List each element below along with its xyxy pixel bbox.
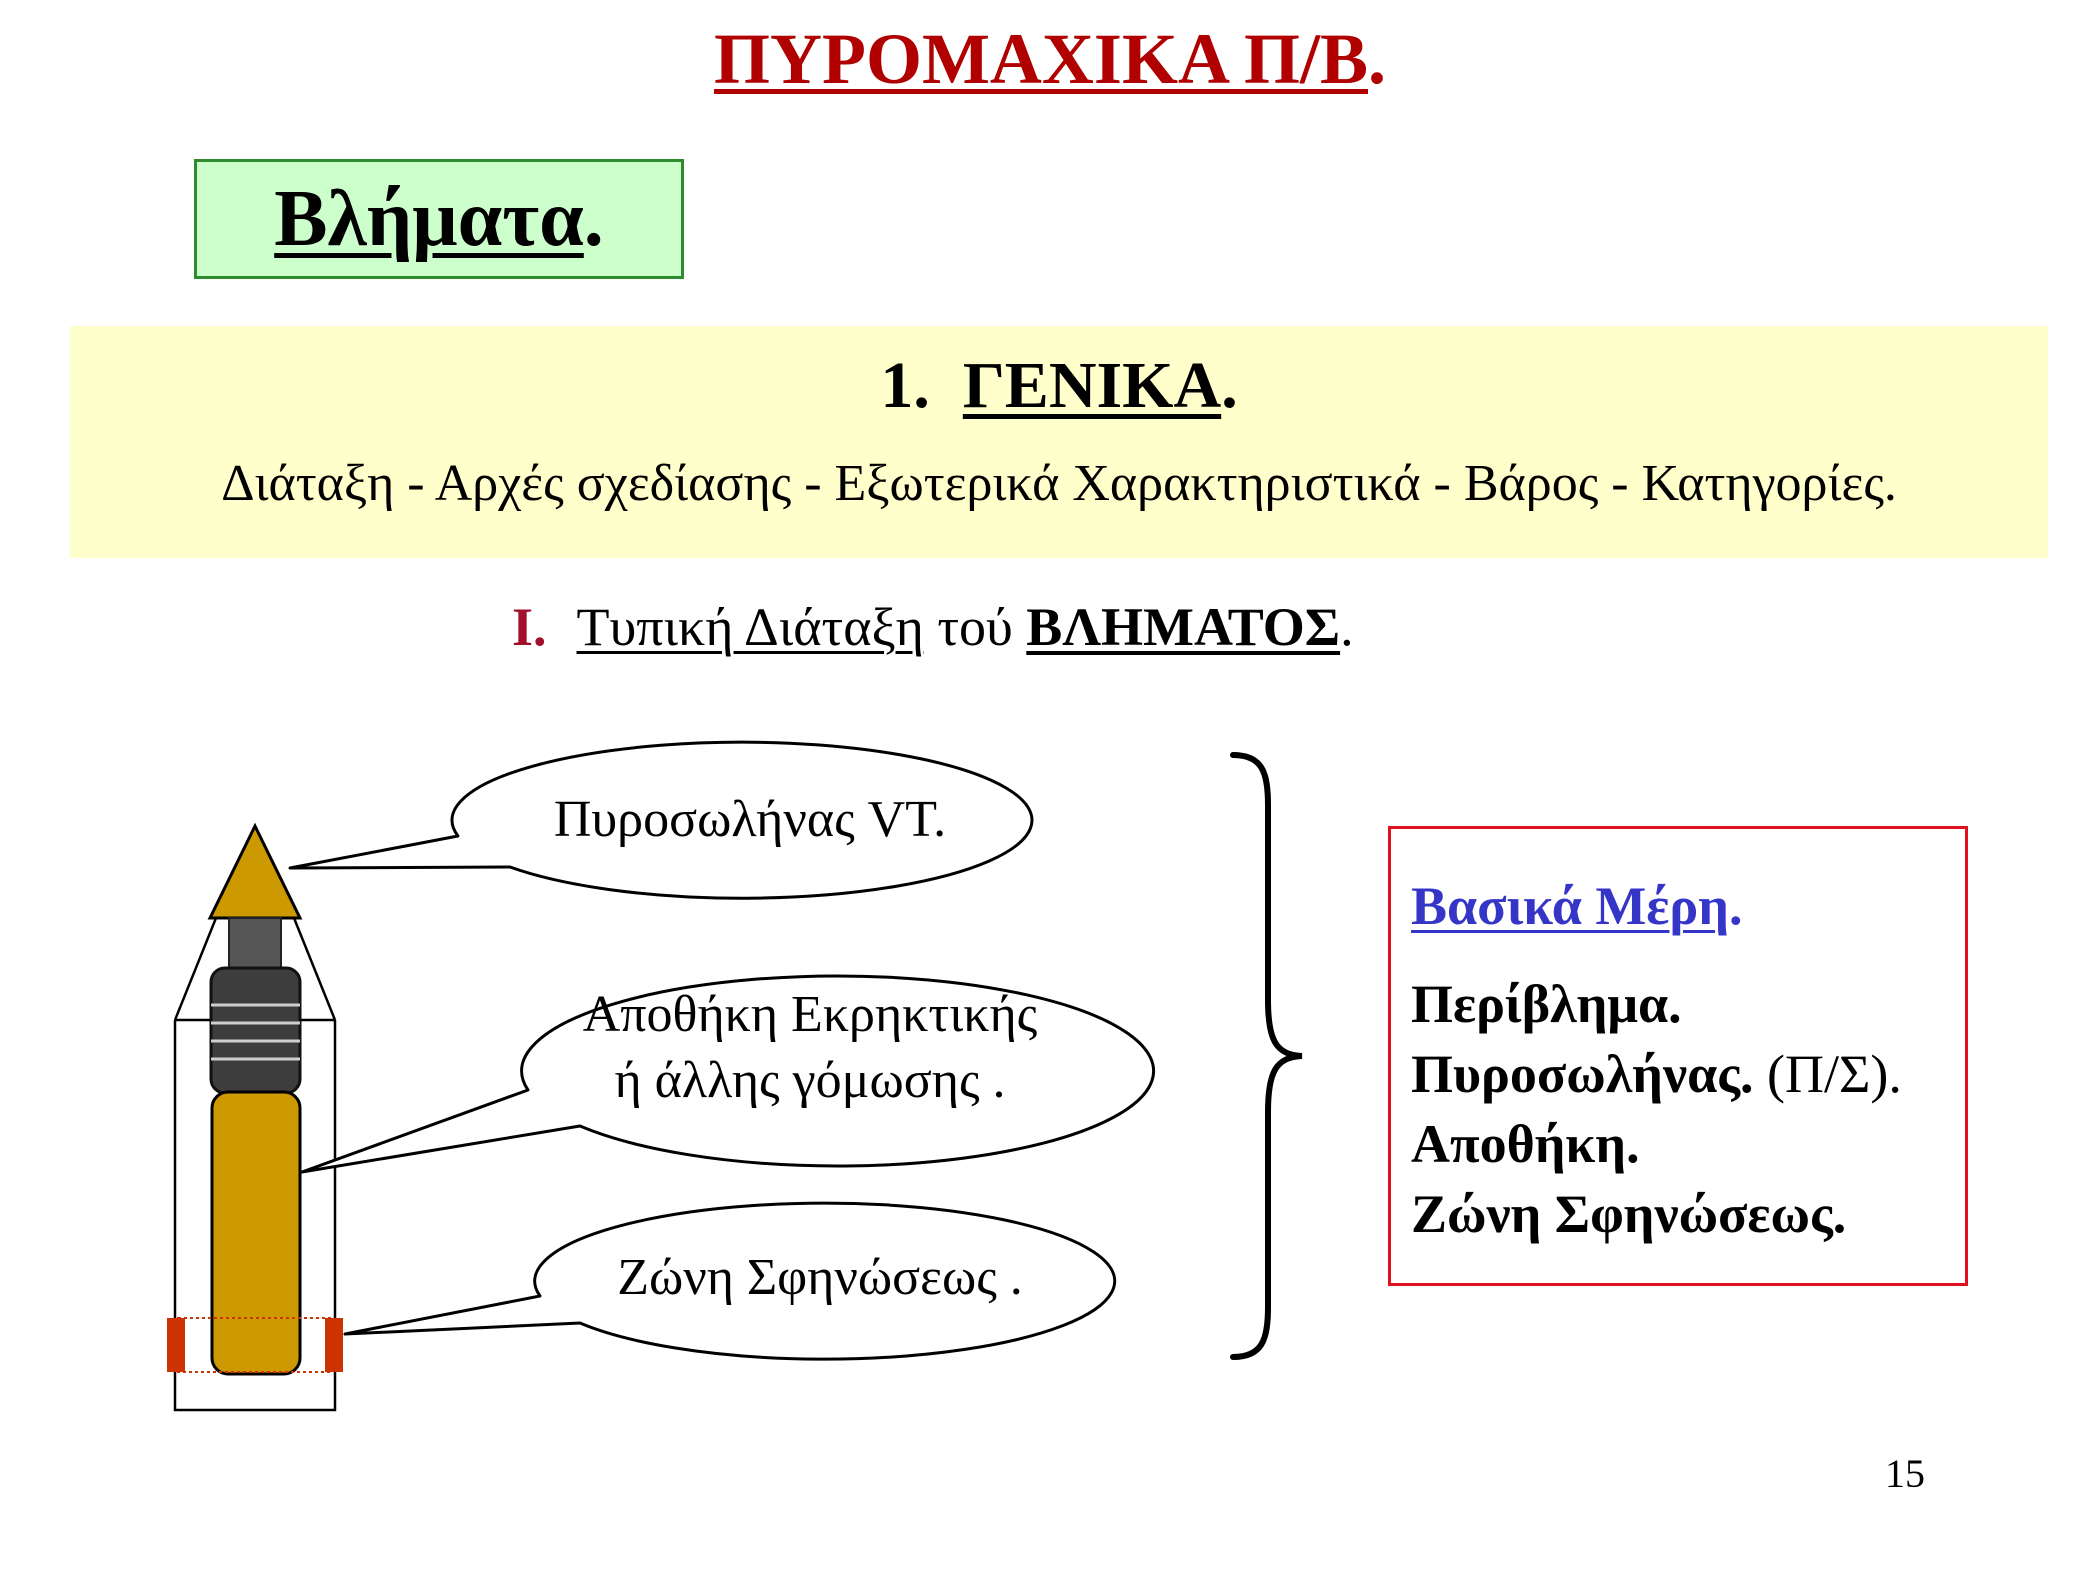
list-item: Ζώνη Σφηνώσεως. — [1411, 1184, 1847, 1244]
rotating-band-left — [167, 1318, 185, 1372]
page-number: 15 — [1885, 1451, 1925, 1496]
fuze-cone — [210, 826, 300, 918]
list-item: Αποθήκη. — [1411, 1114, 1640, 1174]
list-item: Περίβλημα. — [1411, 974, 1682, 1034]
page-title: ΠΥΡΟΜΑΧΙΚΑ Π/Β. — [713, 19, 1386, 99]
list-item: Πυροσωλήνας. (Π/Σ). — [1411, 1044, 1902, 1104]
basic-parts-title: Βασικά Μέρη. — [1411, 876, 1743, 936]
section-label-box: Βλήματα . — [194, 159, 684, 279]
callout-band-label: Ζώνη Σφηνώσεως . — [617, 1249, 1023, 1306]
subheading: Ι. Τυπική Διάταξη τού ΒΛΗΜΑΤΟΣ. — [512, 597, 1354, 657]
rotating-band-right — [325, 1318, 343, 1372]
general-heading: 1. ΓΕΝΙΚΑ. — [880, 349, 1238, 422]
basic-parts-box — [1388, 826, 1968, 1286]
section-label: Βλήματα — [274, 174, 584, 263]
fuze-body — [211, 968, 300, 1093]
fuze-stem — [229, 918, 281, 970]
explosive-storage — [212, 1092, 300, 1374]
basic-parts-list — [1411, 969, 1902, 1249]
callout-storage-label: Αποθήκη Εκρηκτικής ή άλλης γόμωσης . — [582, 986, 1038, 1109]
callout-fuze-label: Πυροσωλήνας VT. — [553, 791, 947, 848]
general-topics: Διάταξη - Αρχές σχεδίασης - Εξωτερικά Χαρακτηριστικά - Βάρος - Κατηγορίες. — [221, 455, 1897, 512]
right-brace — [1233, 755, 1302, 1357]
